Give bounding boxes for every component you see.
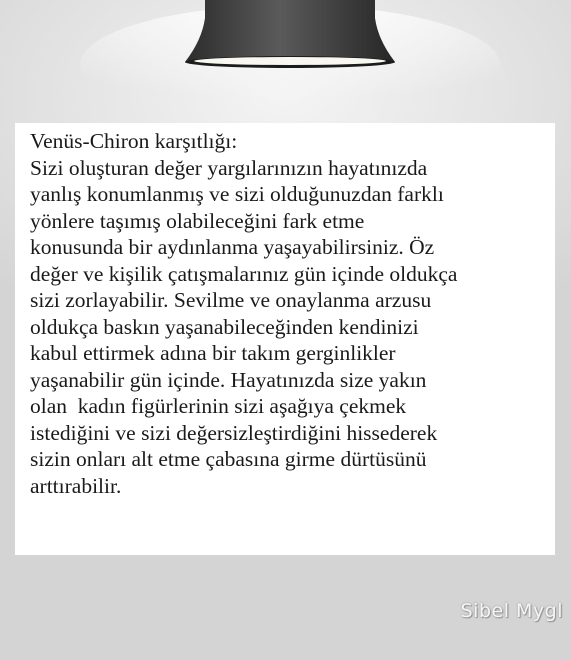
text-line: sizi zorlayabilir. Sevilme ve onaylanma arzusu [30,288,432,312]
text-line: arttırabilir. [30,473,122,498]
text-line: Sizi oluşturan değer yargılarınızın hayatınızda [30,155,428,180]
text-line: istediğini ve sizi değersizleştirdiğini hissederek [30,420,438,445]
text-line: kabul ettirmek adına bir takım gerginlikler [30,341,396,365]
text-line: sizin onları alt etme çabasına girme dürtüsünü [30,447,427,471]
text-line: olan kadın figürlerinin sizi aşağıya çekmek [30,394,407,418]
text-line: yönlere taşımış olabileceğini fark etme [30,208,365,233]
text-line: değer ve kişilik çatışmalarınız gün içinde oldukça [30,261,458,286]
text-line: oldukça baskın yaşanabileceğinden kendinizi [30,314,419,339]
post-title: Venüs-Chiron karşıtlığı: [30,129,238,153]
watermark: Sibel Mygl [460,600,563,622]
post-text [30,128,550,499]
text-line: yanlış konumlanmış ve sizi olduğunuzdan farklı [30,182,444,206]
text-line: yaşanabilir gün içinde. Hayatınızda size yakın [30,367,427,392]
text-line: konusunda bir aydınlanma yaşayabilirsiniz. Öz [30,235,435,259]
pendant-lamp-icon [0,0,571,120]
